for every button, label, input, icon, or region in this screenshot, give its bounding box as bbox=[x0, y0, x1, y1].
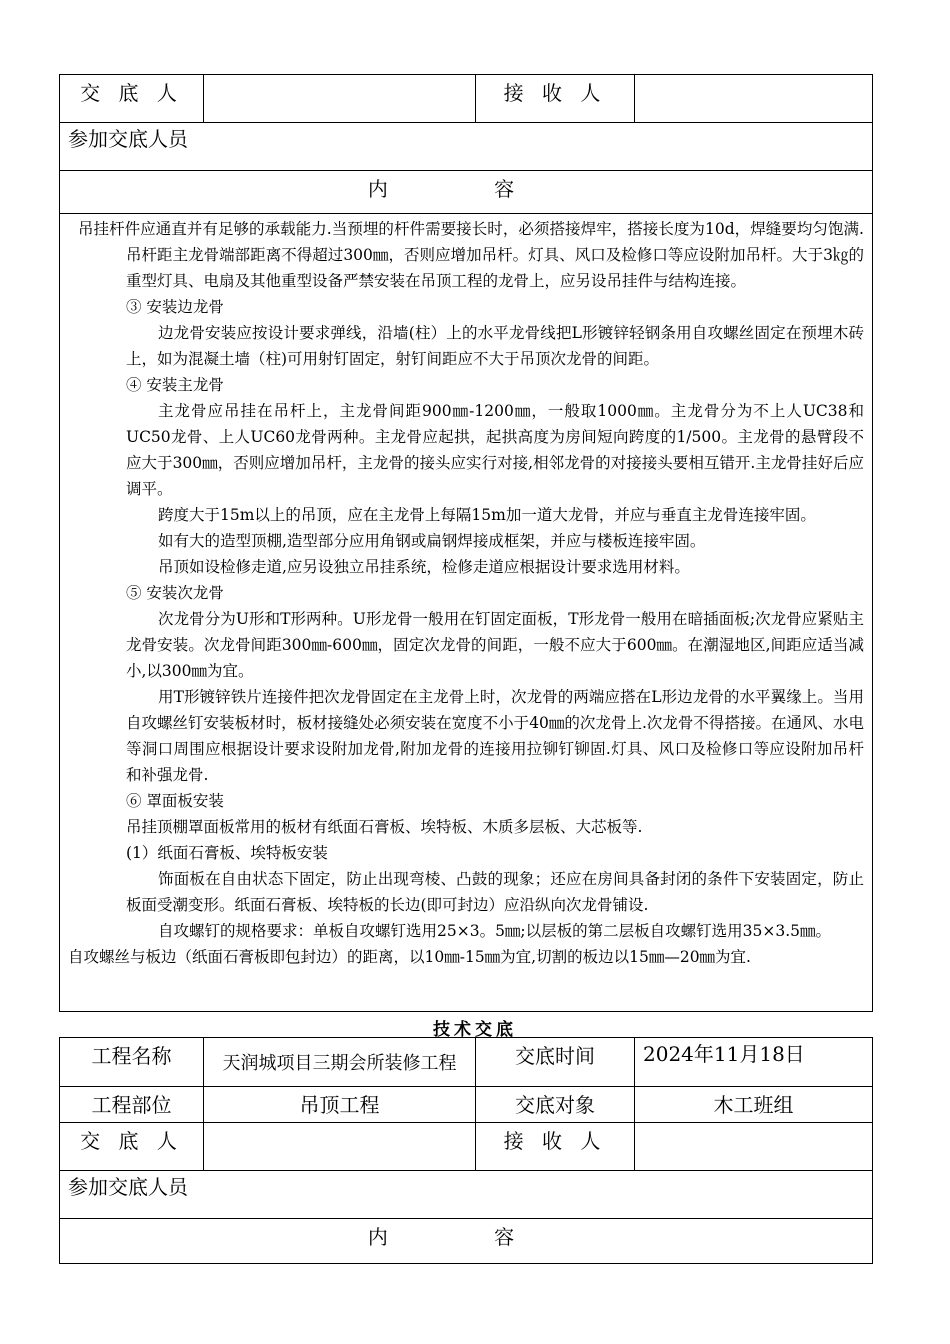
handover-person-label: 交 底 人 bbox=[60, 75, 204, 123]
handover-person-label-2: 交 底 人 bbox=[60, 1123, 204, 1171]
project-part-value: 吊顶工程 bbox=[204, 1087, 476, 1123]
bottom-handover-table bbox=[59, 1037, 873, 1264]
handover-person-value bbox=[204, 75, 476, 123]
paragraph-feature-ceiling: 如有大的造型顶棚,造型部分应用角钢或扁钢焊接成框架，并应与楼板连接牢固。 bbox=[158, 532, 706, 550]
heading-main-keel: ④ 安装主龙骨 bbox=[126, 376, 224, 394]
project-name-label: 工程名称 bbox=[60, 1038, 204, 1087]
document-title: 技术交底 bbox=[433, 1020, 517, 1040]
paragraph-hanger-rods: 吊挂杆件应通直并有足够的承载能力.当预埋的杆件需要接长时，必须搭接焊牢，搭接长度为10d，焊缝要均匀饱满.吊杆距主龙骨端部距离不得超过300㎜，否则应增加吊杆。灯具、风口及检修口等应设附加吊杆。大于3㎏的重型灯具、电扇及其他重型设备严禁安装在吊顶工程的龙骨上，应另设吊挂件与结构连接。 bbox=[78, 220, 864, 290]
handover-person-value-2 bbox=[204, 1123, 476, 1171]
paragraph-panel-fixing: 饰面板在自由状态下固定，防止出现弯棱、凸鼓的现象；还应在房间具备封闭的条件下安装固定，防止板面受潮变形。纸面石膏板、埃特板的长边(即可封边）应沿纵向次龙骨铺设. bbox=[126, 870, 864, 914]
paragraph-t-connector: 用T形镀锌铁片连接件把次龙骨固定在主龙骨上时，次龙骨的两端应搭在L形边龙骨的水平翼缘上。当用自攻螺丝钉安装板材时，板材接缝处必须安装在宽度不小于40㎜的次龙骨上.次龙骨不得搭接。在通风、水电等洞口周围应根据设计要求设附加龙骨,附加龙骨的连接用拉铆钉铆固.灯具、风口及检修口等应设附加吊杆和补强龙骨. bbox=[126, 688, 864, 784]
heading-secondary-keel: ⑤ 安装次龙骨 bbox=[126, 584, 224, 602]
participants-label: 参加交底人员 bbox=[60, 123, 873, 171]
receiver-label: 接 收 人 bbox=[476, 75, 635, 123]
project-name-value: 天润城项目三期会所装修工程 bbox=[204, 1038, 476, 1087]
paragraph-span: 跨度大于15m以上的吊顶，应在主龙骨上每隔15m加一道大龙骨，并应与垂直主龙骨连接牢固。 bbox=[158, 506, 816, 524]
date-value: 2024年11月18日 bbox=[635, 1038, 873, 1087]
paragraph-panel-materials: 吊挂顶棚罩面板常用的板材有纸面石膏板、埃特板、木质多层板、大芯板等. bbox=[126, 818, 643, 836]
date-label: 交底时间 bbox=[476, 1038, 635, 1087]
heading-gypsum-board: (1）纸面石膏板、埃特板安装 bbox=[126, 844, 328, 862]
paragraph-access-walkway: 吊顶如设检修走道,应另设独立吊挂系统，检修走道应根据设计要求选用材料。 bbox=[158, 558, 690, 576]
content-header-2: 内 容 bbox=[60, 1219, 873, 1264]
heading-edge-keel: ③ 安装边龙骨 bbox=[126, 298, 224, 316]
paragraph-edge-keel: 边龙骨安装应按设计要求弹线，沿墙(柱）上的水平龙骨线把L形镀锌轻钢条用自攻螺丝固定在预埋木砖上，如为混凝土墙（柱)可用射钉固定，射钉间距应不大于吊顶次龙骨的间距。 bbox=[126, 324, 864, 368]
top-handover-table bbox=[59, 74, 873, 1012]
paragraph-secondary-keel: 次龙骨分为U形和T形两种。U形龙骨一般用在钉固定面板，T形龙骨一般用在暗插面板;次龙骨应紧贴主龙骨安装。次龙骨间距300㎜-600㎜，固定次龙骨的间距，一般不应大于600㎜。在潮湿地区,间距应适当减小,以300㎜为宜。 bbox=[126, 610, 864, 680]
content-header: 内 容 bbox=[60, 171, 873, 214]
receiver-value-2 bbox=[635, 1123, 873, 1171]
paragraph-main-keel: 主龙骨应吊挂在吊杆上，主龙骨间距900㎜-1200㎜，一般取1000㎜。主龙骨分为不上人UC38和UC50龙骨、上人UC60龙骨两种。主龙骨应起拱，起拱高度为房间短向跨度的1/500。主龙骨的悬臂段不应大于300㎜，否则应增加吊杆，主龙骨的接头应实行对接,相邻龙骨的对接接头要相互错开.主龙骨挂好后应调平。 bbox=[126, 402, 864, 498]
receiver-label-2: 接 收 人 bbox=[476, 1123, 635, 1171]
project-part-label: 工程部位 bbox=[60, 1087, 204, 1123]
heading-cover-panel: ⑥ 罩面板安装 bbox=[126, 792, 224, 810]
paragraph-screw-spec: 自攻螺钉的规格要求：单板自攻螺钉选用25×3。5㎜;以层板的第二层板自攻螺钉选用35×3.5㎜。 bbox=[158, 922, 832, 940]
participants-label-2: 参加交底人员 bbox=[60, 1171, 873, 1219]
target-value: 木工班组 bbox=[635, 1087, 873, 1123]
paragraph-screw-distance: 自攻螺丝与板边（纸面石膏板即包封边）的距离，以10㎜-15㎜为宜,切割的板边以15㎜—20㎜为宜. bbox=[68, 948, 751, 966]
content-body bbox=[60, 214, 873, 1012]
target-label: 交底对象 bbox=[476, 1087, 635, 1123]
receiver-value bbox=[635, 75, 873, 123]
